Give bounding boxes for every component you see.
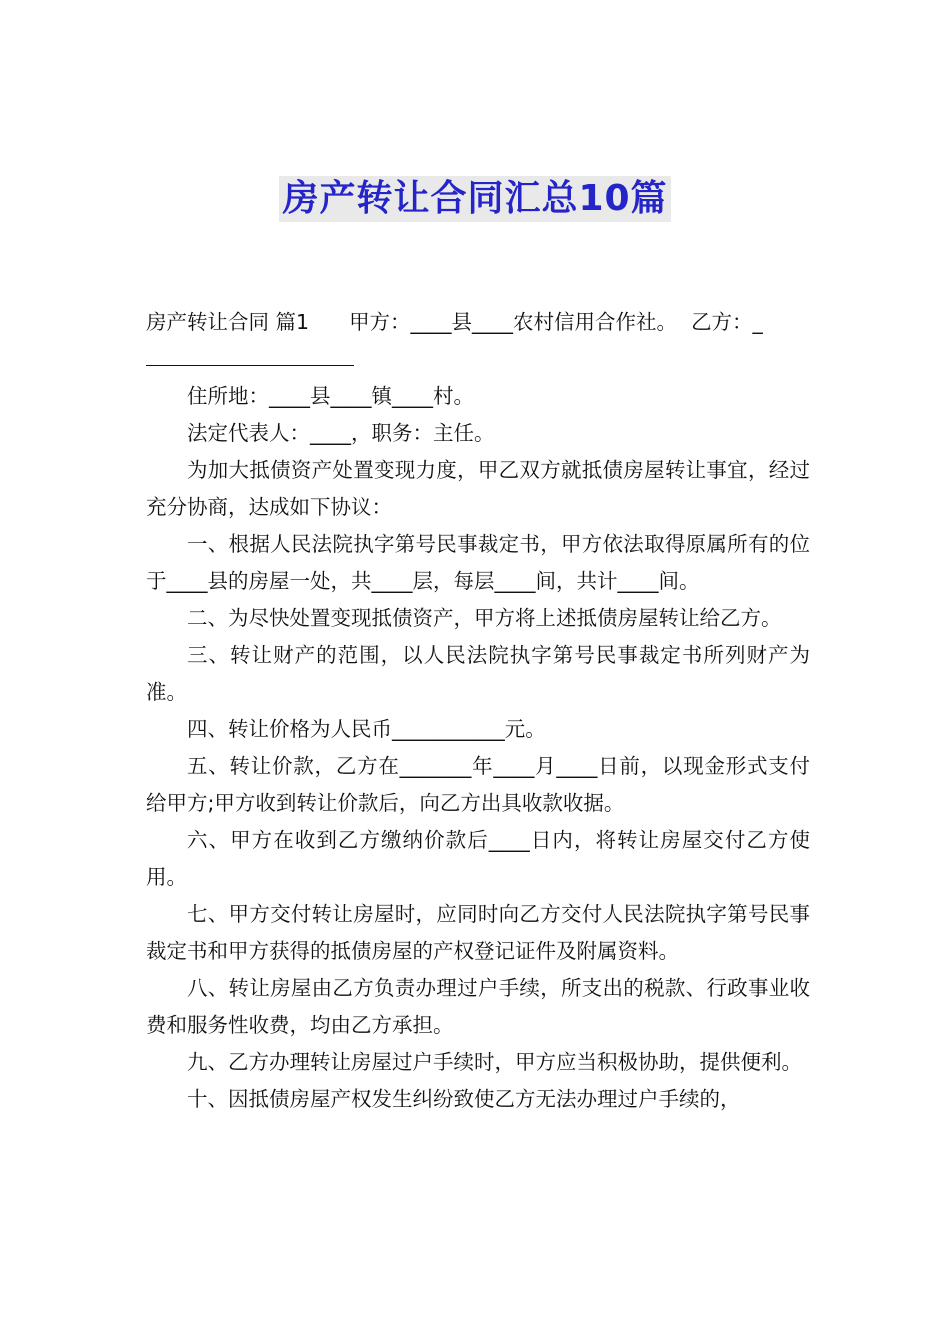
paragraph-preamble: 为加大抵债资产处置变现力度，甲乙双方就抵债房屋转让事宜，经过充分协商，达成如下协议： — [146, 458, 810, 519]
paragraph-address: 住所地：____县____镇____村。 — [187, 384, 474, 408]
party-b-line: 乙方：_ — [691, 310, 763, 334]
party-a-line: 甲方：____县____农村信用合作社。 — [349, 310, 678, 334]
clause-5: 五、转让价款，乙方在_______年____月____日前，以现金形式支付给甲方;甲方收到转让价款后，向乙方出具收款收据。 — [146, 754, 810, 815]
clause-2: 二、为尽快处置变现抵债资产，甲方将上述抵债房屋转让给乙方。 — [187, 606, 782, 630]
clause-3: 三、转让财产的范围，以人民法院执字第号民事裁定书所列财产为准。 — [146, 643, 810, 704]
party-b-blank-line — [146, 364, 354, 366]
document-title: 房产转让合同汇总10篇 — [279, 176, 670, 222]
clause-1: 一、根据人民法院执字第号民事裁定书，甲方依法取得原属所有的位于____县的房屋一处，共____层，每层____间，共计____间。 — [146, 532, 810, 593]
clause-9: 九、乙方办理转让房屋过户手续时，甲方应当积极协助，提供便利。 — [187, 1050, 802, 1074]
title-area — [0, 176, 950, 222]
clause-4: 四、转让价格为人民币___________元。 — [187, 717, 546, 741]
clause-8: 八、转让房屋由乙方负责办理过户手续，所支出的税款、行政事业收费和服务性收费，均由乙方承担。 — [146, 976, 810, 1037]
header-paragraph — [146, 304, 810, 378]
paragraph-legal-rep: 法定代表人：____，职务：主任。 — [187, 421, 495, 445]
clause-7: 七、甲方交付转让房屋时，应同时向乙方交付人民法院执字第号民事裁定书和甲方获得的抵债房屋的产权登记证件及附属资料。 — [146, 902, 810, 963]
section-label: 房产转让合同 篇1 — [146, 310, 310, 334]
clause-6: 六、甲方在收到乙方缴纳价款后____日内，将转让房屋交付乙方使用。 — [146, 828, 810, 889]
document-body — [146, 304, 810, 1118]
clause-10: 十、因抵债房屋产权发生纠纷致使乙方无法办理过户手续的， — [187, 1087, 741, 1111]
